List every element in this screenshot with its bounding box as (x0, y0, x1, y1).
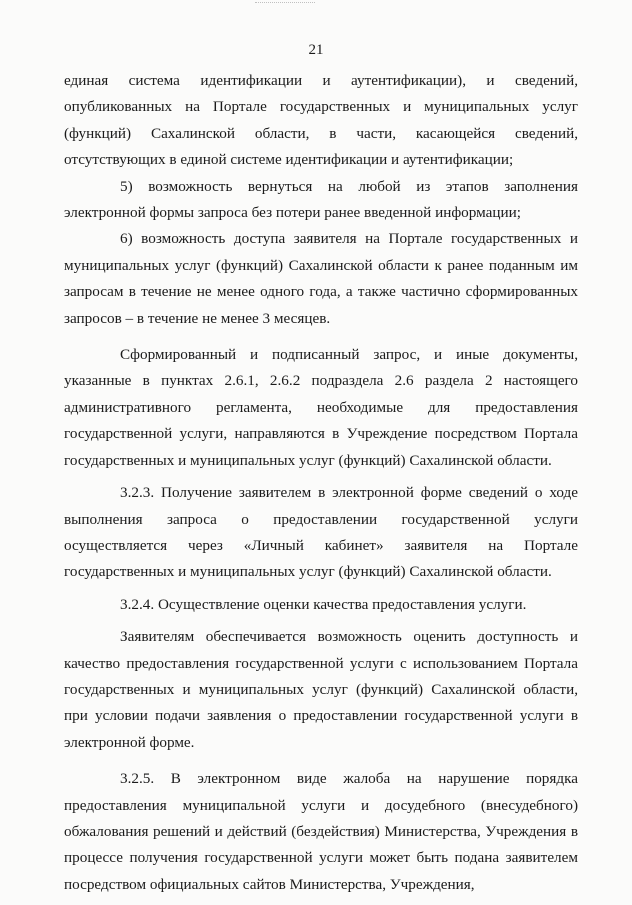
paragraph-continuation: единая система идентификации и аутентификации), и сведений, опубликованных на Портале государственных и муниципальных услуг (функций) Сахалинской области, в части, касающейся сведений, отсутствующих в единой системе идентификации и аутентификации; (64, 72, 578, 169)
paragraph-3-2-3: 3.2.3. Получение заявителем в электронной форме сведений о ходе выполнения запроса о предоставлении государственной услуги осуществляется через «Личный кабинет» заявителя на Портале государственных и муниципальных услуг (функций) Сахалинской области. (64, 484, 578, 581)
page-number: 21 (308, 42, 324, 58)
document-body (64, 68, 578, 898)
paragraph-item-5: 5) возможность вернуться на любой из этапов заполнения электронной формы запроса без потери ранее введенной информации; (64, 177, 578, 222)
paragraph-3-2-5: 3.2.5. В электронном виде жалоба на нарушение порядка предоставления муниципальной услуги и досудебного (внесудебного) обжалования решений и действий (бездействия) Министерства, Учреждения в процессе получения государственной услуги может быть подана заявителем посредством официальных сайтов Министерства, Учреждения, (64, 770, 578, 893)
paragraph-quality-assessment: Заявителям обеспечивается возможность оценить доступность и качество предоставления государственной услуги с использованием Портала государственных и муниципальных услуг (функций) Сахалинской области, при условии подачи заявления о предоставлении государственной услуги в электронной форме. (64, 628, 578, 751)
paragraph-item-6: 6) возможность доступа заявителя на Портале государственных и муниципальных услуг (функций) Сахалинской области к ранее поданным им запросам в течение не менее одного года, а также частично сформированных запросов – в течение не менее 3 месяцев. (64, 230, 578, 327)
paragraph-formed-request: Сформированный и подписанный запрос, и иные документы, указанные в пунктах 2.6.1, 2.6.2 подраздела 2.6 раздела 2 настоящего административного регламента, необходимые для предоставления государственной услуги, направляются в Учреждение посредством Портала государственных и муниципальных услуг (функций) Сахалинской области. (64, 346, 578, 469)
scan-artifact (255, 2, 315, 9)
paragraph-3-2-4: 3.2.4. Осуществление оценки качества предоставления услуги. (120, 595, 527, 613)
